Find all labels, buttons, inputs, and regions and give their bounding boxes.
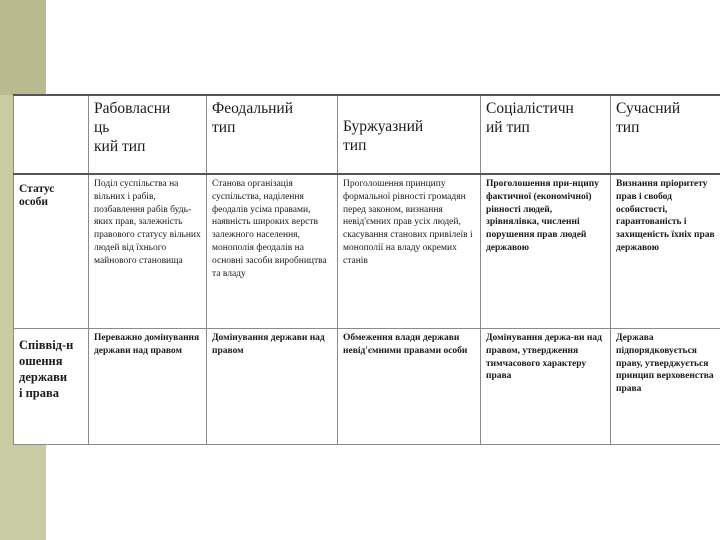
- table-cell: [481, 329, 611, 445]
- cell-text: Обмеження влади держави невід'ємними правами особи: [343, 333, 468, 356]
- table-row: [14, 174, 720, 329]
- row-label: Статус особи: [19, 183, 55, 208]
- header-socialist-type: [481, 95, 611, 174]
- comparison-table-wrapper: [13, 94, 720, 434]
- cell-text: Проголошення при-нципу фактичної (економічної) рівності людей, зрівнялівка, численні порушення прав людей державою: [486, 179, 599, 253]
- cell-text: Проголошення принципу формальної рівності громадян перед законом, визнання невід'ємних прав усіх людей, скасування станових привілеїв і монополії на владу окремих станів: [343, 179, 473, 266]
- table-header-row: [14, 95, 720, 174]
- cell-text: Станова організація суспільства, наділення феодалів усіма правами, наявність широких верств залежного населення, монополія феодалів на основні засоби виробництва та владу: [212, 179, 327, 279]
- cell-text: Поділ суспільства на вільних і рабів, позбавлення рабів будь-яких прав, залежність правового статусу вільних людей від їхнього майнового становища: [94, 179, 201, 266]
- header-bourgeois-type: [338, 95, 481, 174]
- table-cell: [207, 174, 338, 329]
- cell-text: Домінування держави над правом: [212, 333, 325, 356]
- header-label: Сучасний тип: [616, 100, 681, 136]
- header-corner-cell: [14, 95, 89, 174]
- header-label: Феодальний тип: [212, 100, 294, 136]
- table-cell: [89, 329, 207, 445]
- row-label: Співвід-н ошення держави і права: [19, 338, 74, 400]
- table-cell: [338, 174, 481, 329]
- table-cell: [207, 329, 338, 445]
- header-label: Буржуазний тип: [343, 118, 424, 154]
- comparison-table: [13, 94, 720, 445]
- cell-text: Визнання пріоритету прав і свобод особистості, гарантованість і захищеність їхніх прав державою: [616, 179, 715, 253]
- cell-text: Домінування держа-ви над правом, утвердження тимчасового характеру права: [486, 333, 602, 382]
- table-cell: [338, 329, 481, 445]
- table-row: [14, 329, 720, 445]
- table-cell: [89, 174, 207, 329]
- header-slave-type: [89, 95, 207, 174]
- table-cell: [611, 174, 720, 329]
- cell-text: Переважно домінування держави над правом: [94, 333, 200, 356]
- header-label: Рабовласни ць кий тип: [94, 100, 171, 155]
- table-cell: [481, 174, 611, 329]
- cell-text: Держава підпорядковується праву, утверджується принцип верховенства права: [616, 333, 714, 395]
- row-label-status: [14, 174, 89, 329]
- header-label: Соціалістичн ий тип: [486, 100, 574, 136]
- table-cell: [611, 329, 720, 445]
- header-feudal-type: [207, 95, 338, 174]
- side-decoration-strip-top: [0, 0, 46, 95]
- header-modern-type: [611, 95, 720, 174]
- row-label-relation: [14, 329, 89, 445]
